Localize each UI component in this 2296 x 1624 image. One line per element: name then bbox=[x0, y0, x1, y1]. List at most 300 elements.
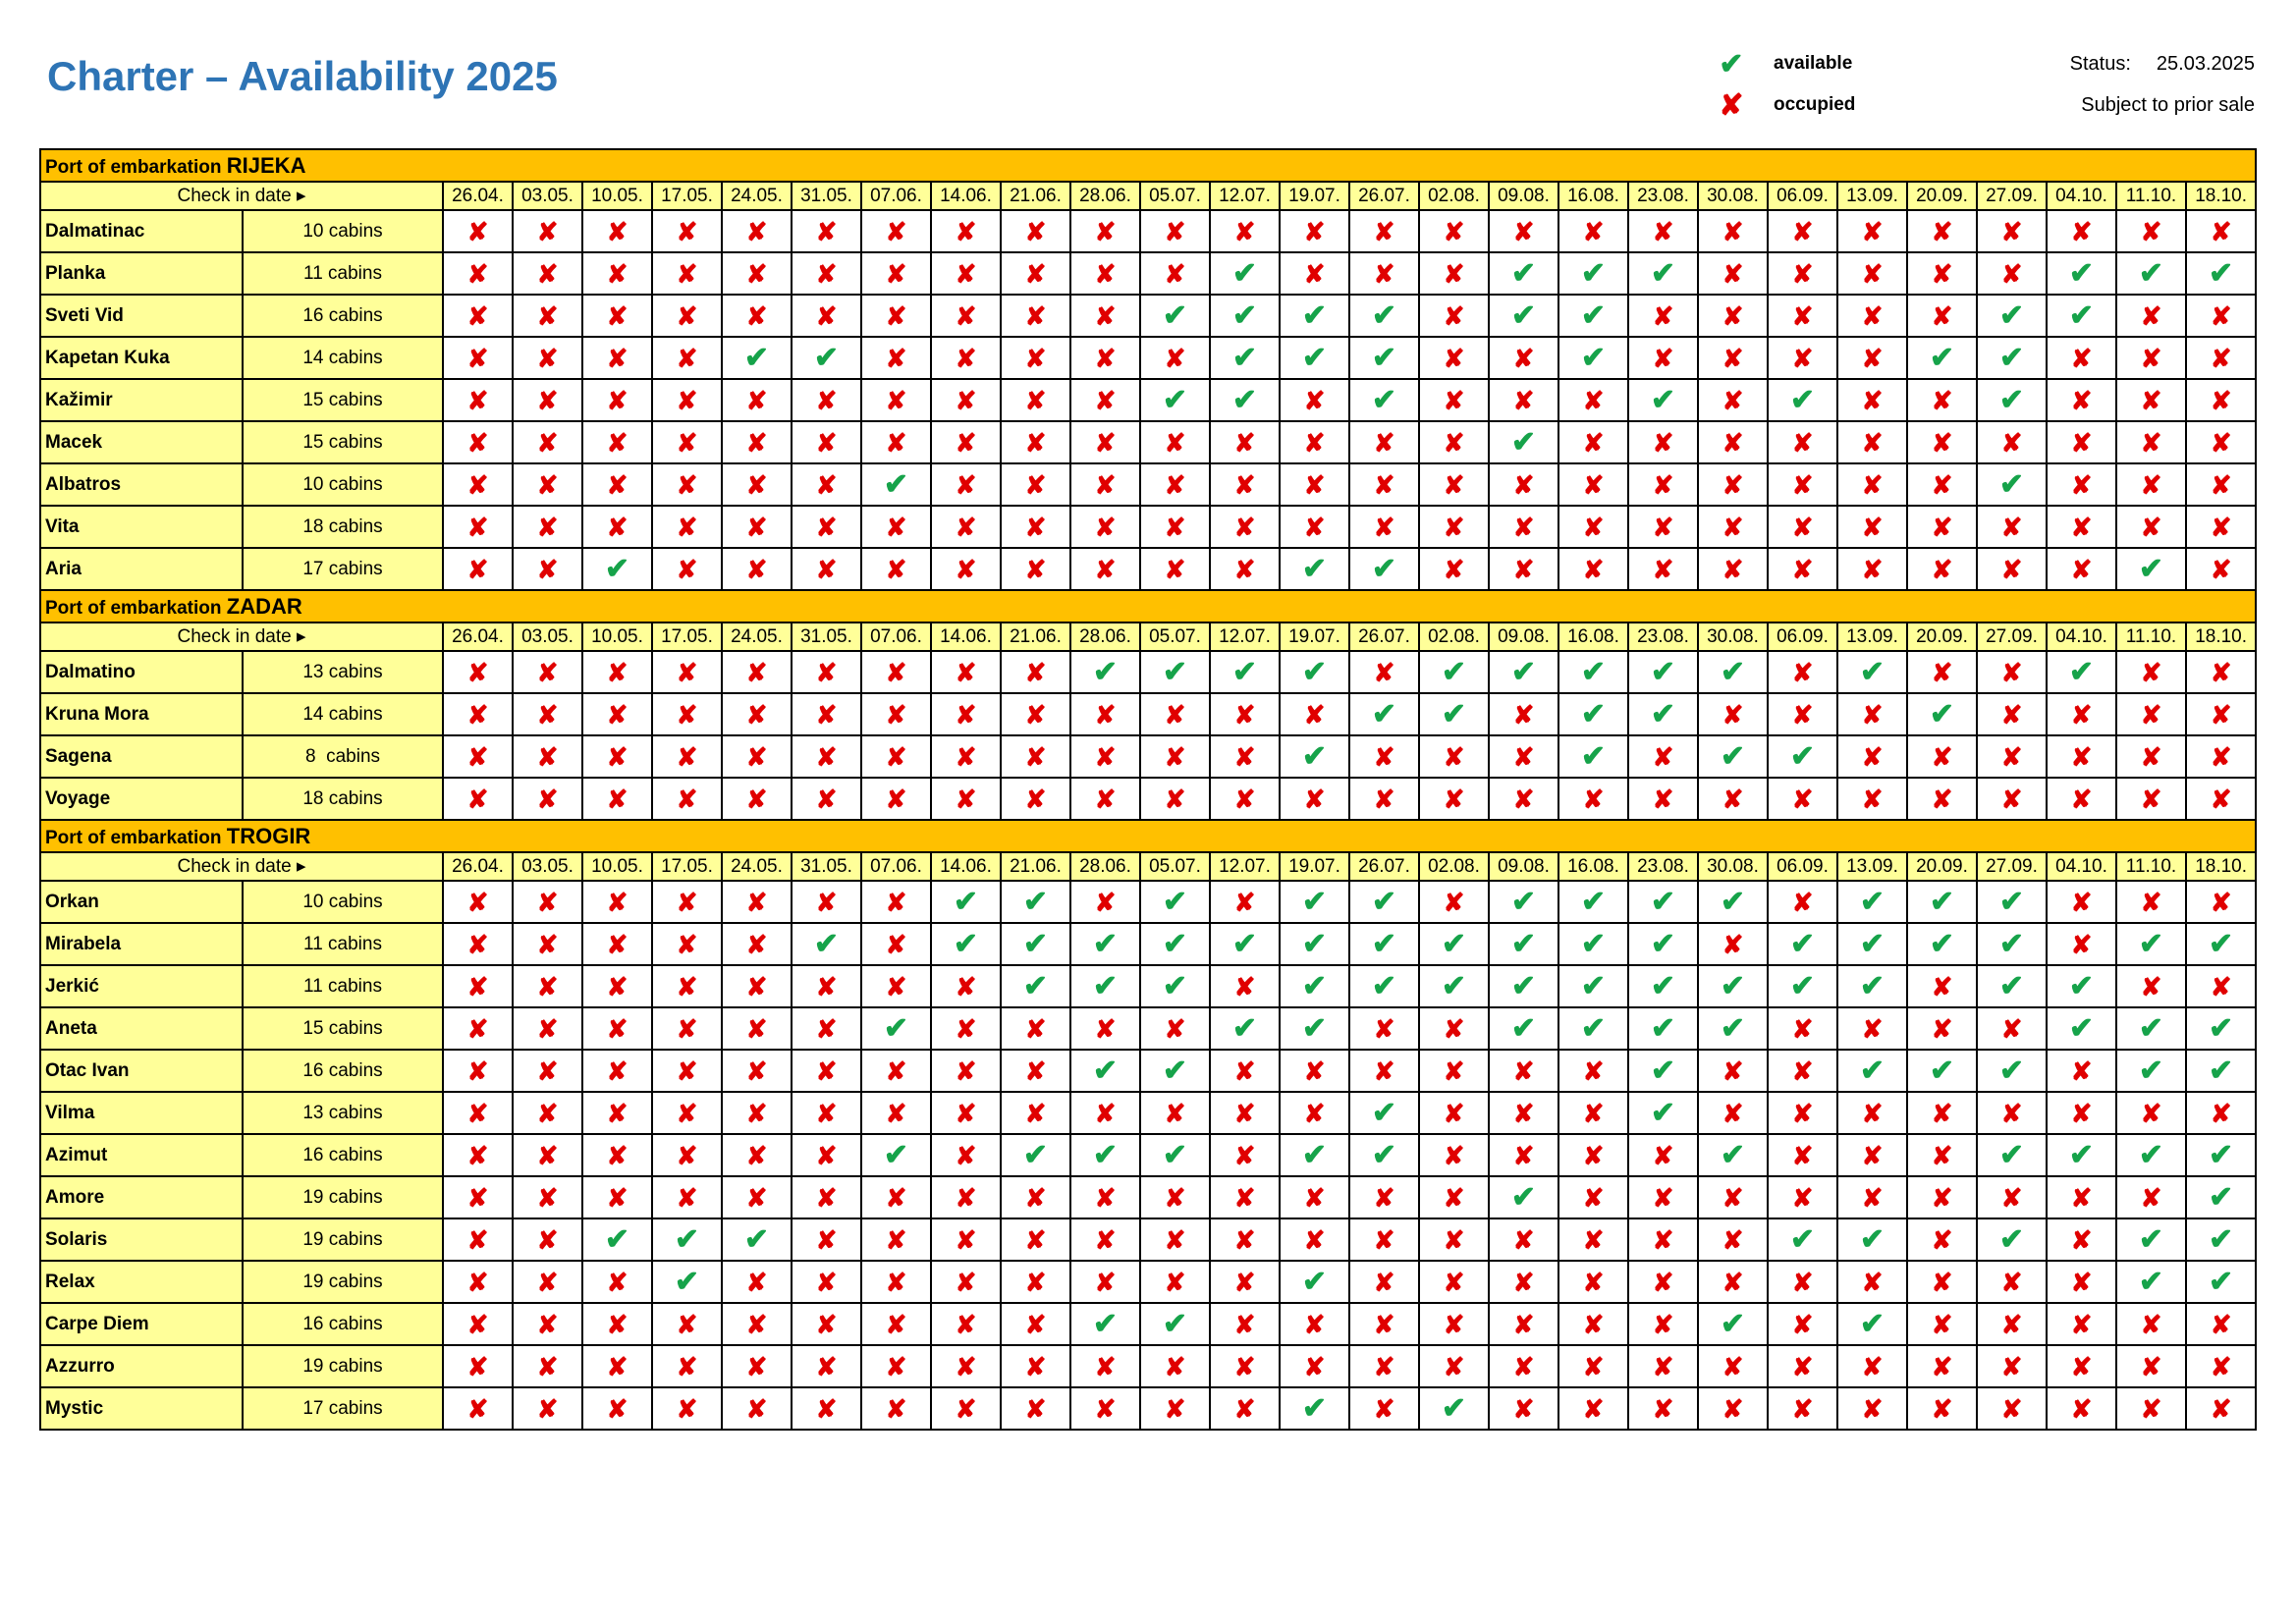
check-icon: ✔ bbox=[1489, 421, 1558, 463]
date-header: 24.05. bbox=[722, 182, 792, 210]
cross-icon: ✘ bbox=[722, 881, 792, 923]
cross-icon: ✘ bbox=[722, 1007, 792, 1050]
cross-icon: ✘ bbox=[1001, 337, 1070, 379]
yacht-cabins: 10 cabins bbox=[243, 881, 443, 923]
yacht-row bbox=[40, 506, 2256, 548]
check-icon: ✔ bbox=[792, 337, 861, 379]
port-prefix: Port of embarkation bbox=[45, 156, 222, 178]
cross-icon: ✘ bbox=[2186, 1345, 2256, 1387]
date-header: 26.04. bbox=[443, 852, 513, 881]
yacht-name: Azimut bbox=[40, 1134, 243, 1176]
cross-icon: ✘ bbox=[2186, 295, 2256, 337]
cross-icon: ✘ bbox=[1070, 463, 1140, 506]
cross-icon: ✘ bbox=[1349, 778, 1419, 820]
yacht-name: Relax bbox=[40, 1261, 243, 1303]
cross-icon: ✘ bbox=[1489, 778, 1558, 820]
check-icon: ✔ bbox=[1628, 651, 1698, 693]
cross-icon: ✘ bbox=[1837, 295, 1907, 337]
yacht-row bbox=[40, 693, 2256, 735]
cross-icon: ✘ bbox=[1768, 1092, 1837, 1134]
cross-icon: ✘ bbox=[2186, 778, 2256, 820]
cross-icon: ✘ bbox=[443, 1050, 513, 1092]
cross-icon: ✘ bbox=[1349, 1303, 1419, 1345]
check-icon: ✔ bbox=[1628, 965, 1698, 1007]
cross-icon: ✘ bbox=[2186, 1303, 2256, 1345]
check-icon: ✔ bbox=[2186, 1218, 2256, 1261]
check-icon: ✔ bbox=[2047, 252, 2116, 295]
cross-icon: ✘ bbox=[2047, 506, 2116, 548]
cross-icon: ✘ bbox=[443, 295, 513, 337]
date-header: 04.10. bbox=[2047, 852, 2116, 881]
cross-icon: ✘ bbox=[861, 1345, 931, 1387]
cross-icon: ✘ bbox=[1140, 548, 1210, 590]
cross-icon: ✘ bbox=[1419, 1218, 1489, 1261]
cross-icon: ✘ bbox=[2186, 548, 2256, 590]
cross-icon: ✘ bbox=[1419, 1007, 1489, 1050]
date-header: 13.09. bbox=[1837, 182, 1907, 210]
check-icon: ✔ bbox=[1489, 1007, 1558, 1050]
cross-icon: ✘ bbox=[861, 1261, 931, 1303]
date-header: 12.07. bbox=[1210, 182, 1280, 210]
yacht-cabins: 19 cabins bbox=[243, 1218, 443, 1261]
check-icon: ✔ bbox=[1280, 923, 1349, 965]
yacht-row bbox=[40, 548, 2256, 590]
cross-icon: ✘ bbox=[582, 735, 652, 778]
cross-icon: ✘ bbox=[1280, 379, 1349, 421]
yacht-cabins: 10 cabins bbox=[243, 210, 443, 252]
cross-icon: ✘ bbox=[2047, 1176, 2116, 1218]
cross-icon: ✘ bbox=[1628, 1387, 1698, 1430]
cross-icon: ✘ bbox=[513, 463, 582, 506]
check-in-label: Check in date ▸ bbox=[40, 182, 443, 210]
cross-icon: ✘ bbox=[2047, 778, 2116, 820]
cross-icon: ✘ bbox=[2047, 1218, 2116, 1261]
cross-icon: ✘ bbox=[513, 379, 582, 421]
check-icon: ✔ bbox=[861, 1007, 931, 1050]
check-icon: ✔ bbox=[1628, 379, 1698, 421]
cross-icon: ✘ bbox=[861, 1092, 931, 1134]
cross-icon: ✘ bbox=[1070, 778, 1140, 820]
cross-icon: ✘ bbox=[1907, 506, 1977, 548]
cross-icon: ✘ bbox=[1907, 1387, 1977, 1430]
cross-icon: ✘ bbox=[652, 1092, 722, 1134]
yacht-row bbox=[40, 463, 2256, 506]
date-header: 11.10. bbox=[2116, 852, 2186, 881]
cross-icon: ✘ bbox=[1280, 1303, 1349, 1345]
legend bbox=[1713, 43, 1889, 126]
date-header: 26.07. bbox=[1349, 182, 1419, 210]
cross-icon: ✘ bbox=[2186, 337, 2256, 379]
check-icon: ✔ bbox=[792, 923, 861, 965]
cross-icon: ✘ bbox=[1907, 1134, 1977, 1176]
cross-icon: ✘ bbox=[582, 210, 652, 252]
cross-icon: ✘ bbox=[652, 1134, 722, 1176]
yacht-cabins: 15 cabins bbox=[243, 379, 443, 421]
check-icon: ✔ bbox=[2186, 1176, 2256, 1218]
availability-table bbox=[39, 148, 2257, 1431]
cross-icon: ✘ bbox=[1210, 210, 1280, 252]
check-icon: ✔ bbox=[1140, 295, 1210, 337]
cross-icon: ✘ bbox=[1489, 506, 1558, 548]
date-header: 23.08. bbox=[1628, 182, 1698, 210]
cross-icon: ✘ bbox=[931, 778, 1001, 820]
yacht-row bbox=[40, 735, 2256, 778]
cross-icon: ✘ bbox=[1210, 965, 1280, 1007]
date-header: 10.05. bbox=[582, 852, 652, 881]
check-icon: ✔ bbox=[1349, 881, 1419, 923]
cross-icon: ✘ bbox=[1419, 548, 1489, 590]
cross-icon: ✘ bbox=[1280, 252, 1349, 295]
check-icon: ✔ bbox=[2047, 965, 2116, 1007]
cross-icon: ✘ bbox=[1907, 295, 1977, 337]
check-icon: ✔ bbox=[1280, 965, 1349, 1007]
cross-icon: ✘ bbox=[792, 1303, 861, 1345]
cross-icon: ✘ bbox=[1349, 210, 1419, 252]
cross-icon: ✘ bbox=[861, 337, 931, 379]
cross-icon: ✘ bbox=[1210, 1176, 1280, 1218]
cross-icon: ✘ bbox=[1489, 693, 1558, 735]
yacht-name: Kruna Mora bbox=[40, 693, 243, 735]
date-header: 31.05. bbox=[792, 182, 861, 210]
cross-icon: ✘ bbox=[2047, 463, 2116, 506]
cross-icon: ✘ bbox=[2116, 295, 2186, 337]
cross-icon: ✘ bbox=[1349, 1345, 1419, 1387]
check-icon: ✔ bbox=[931, 881, 1001, 923]
yacht-name: Kapetan Kuka bbox=[40, 337, 243, 379]
check-icon: ✔ bbox=[1837, 1050, 1907, 1092]
cross-icon: ✘ bbox=[652, 1176, 722, 1218]
date-header: 14.06. bbox=[931, 623, 1001, 651]
check-icon: ✔ bbox=[1140, 923, 1210, 965]
cross-icon: ✘ bbox=[1768, 1345, 1837, 1387]
cross-icon: ✘ bbox=[792, 463, 861, 506]
cross-icon: ✘ bbox=[1489, 463, 1558, 506]
check-icon: ✔ bbox=[1070, 923, 1140, 965]
cross-icon: ✘ bbox=[1907, 1007, 1977, 1050]
date-header: 18.10. bbox=[2186, 852, 2256, 881]
yacht-name: Solaris bbox=[40, 1218, 243, 1261]
port-header bbox=[40, 149, 2256, 182]
check-in-label: Check in date ▸ bbox=[40, 852, 443, 881]
date-header: 20.09. bbox=[1907, 852, 1977, 881]
check-icon: ✔ bbox=[1001, 965, 1070, 1007]
cross-icon: ✘ bbox=[792, 1092, 861, 1134]
check-icon: ✔ bbox=[1698, 965, 1768, 1007]
cross-icon: ✘ bbox=[931, 506, 1001, 548]
cross-icon: ✘ bbox=[513, 778, 582, 820]
cross-icon: ✘ bbox=[1698, 295, 1768, 337]
cross-icon: ✘ bbox=[582, 1134, 652, 1176]
cross-icon: ✘ bbox=[1558, 379, 1628, 421]
cross-icon: ✘ bbox=[1768, 295, 1837, 337]
cross-icon: ✘ bbox=[2116, 506, 2186, 548]
check-icon: ✔ bbox=[1349, 1134, 1419, 1176]
cross-icon: ✘ bbox=[1977, 1387, 2047, 1430]
cross-icon: ✘ bbox=[792, 1218, 861, 1261]
cross-icon: ✘ bbox=[1768, 693, 1837, 735]
date-header: 03.05. bbox=[513, 852, 582, 881]
cross-icon: ✘ bbox=[513, 881, 582, 923]
cross-icon: ✘ bbox=[1558, 1218, 1628, 1261]
cross-icon: ✘ bbox=[1419, 778, 1489, 820]
check-icon: ✔ bbox=[2047, 1007, 2116, 1050]
date-header: 02.08. bbox=[1419, 623, 1489, 651]
cross-icon: ✘ bbox=[1001, 1387, 1070, 1430]
cross-icon: ✘ bbox=[443, 778, 513, 820]
cross-icon: ✘ bbox=[443, 421, 513, 463]
yacht-name: Aria bbox=[40, 548, 243, 590]
cross-icon: ✘ bbox=[1489, 1345, 1558, 1387]
cross-icon: ✘ bbox=[1698, 337, 1768, 379]
cross-icon: ✘ bbox=[931, 1261, 1001, 1303]
cross-icon: ✘ bbox=[2116, 778, 2186, 820]
cross-icon: ✘ bbox=[1977, 693, 2047, 735]
cross-icon: ✘ bbox=[1419, 295, 1489, 337]
yacht-cabins: 17 cabins bbox=[243, 1387, 443, 1430]
check-icon: ✔ bbox=[1977, 923, 2047, 965]
cross-icon: ✘ bbox=[931, 735, 1001, 778]
cross-icon: ✘ bbox=[861, 295, 931, 337]
check-icon: ✔ bbox=[1419, 965, 1489, 1007]
cross-icon: ✘ bbox=[1280, 1176, 1349, 1218]
cross-icon: ✘ bbox=[1768, 210, 1837, 252]
check-icon: ✔ bbox=[1489, 923, 1558, 965]
cross-icon: ✘ bbox=[931, 693, 1001, 735]
date-header: 18.10. bbox=[2186, 182, 2256, 210]
cross-icon: ✘ bbox=[1070, 1092, 1140, 1134]
cross-icon: ✘ bbox=[1489, 1387, 1558, 1430]
cross-icon: ✘ bbox=[1628, 1176, 1698, 1218]
cross-icon: ✘ bbox=[513, 421, 582, 463]
yacht-row bbox=[40, 651, 2256, 693]
yacht-cabins: 15 cabins bbox=[243, 421, 443, 463]
cross-icon: ✘ bbox=[722, 778, 792, 820]
cross-icon: ✘ bbox=[652, 548, 722, 590]
cross-icon: ✘ bbox=[861, 548, 931, 590]
cross-icon: ✘ bbox=[652, 1007, 722, 1050]
cross-icon: ✘ bbox=[1907, 965, 1977, 1007]
cross-icon: ✘ bbox=[582, 252, 652, 295]
cross-icon: ✘ bbox=[722, 965, 792, 1007]
cross-icon: ✘ bbox=[1001, 651, 1070, 693]
yacht-row bbox=[40, 421, 2256, 463]
cross-icon: ✘ bbox=[1001, 1050, 1070, 1092]
cross-icon: ✘ bbox=[1001, 1092, 1070, 1134]
check-icon: ✔ bbox=[1280, 735, 1349, 778]
date-header-row bbox=[40, 852, 2256, 881]
cross-icon: ✘ bbox=[1698, 210, 1768, 252]
cross-icon: ✘ bbox=[861, 735, 931, 778]
check-icon: ✔ bbox=[582, 1218, 652, 1261]
check-icon: ✔ bbox=[1001, 1134, 1070, 1176]
date-header: 23.08. bbox=[1628, 623, 1698, 651]
check-icon: ✔ bbox=[1070, 1134, 1140, 1176]
cross-icon: ✘ bbox=[1280, 421, 1349, 463]
port-prefix: Port of embarkation bbox=[45, 827, 222, 848]
cross-icon: ✘ bbox=[1349, 1050, 1419, 1092]
cross-icon: ✘ bbox=[792, 506, 861, 548]
date-header: 26.07. bbox=[1349, 623, 1419, 651]
cross-icon: ✘ bbox=[1628, 1261, 1698, 1303]
check-icon: ✔ bbox=[1977, 379, 2047, 421]
cross-icon: ✘ bbox=[513, 1050, 582, 1092]
check-icon: ✔ bbox=[2047, 651, 2116, 693]
yacht-row bbox=[40, 252, 2256, 295]
cross-icon: ✘ bbox=[1001, 548, 1070, 590]
cross-icon: ✘ bbox=[1489, 379, 1558, 421]
cross-icon: ✘ bbox=[513, 1134, 582, 1176]
cross-icon: ✘ bbox=[652, 463, 722, 506]
cross-icon: ✘ bbox=[1837, 1261, 1907, 1303]
cross-icon: ✘ bbox=[1977, 1345, 2047, 1387]
date-header: 10.05. bbox=[582, 182, 652, 210]
date-header: 28.06. bbox=[1070, 623, 1140, 651]
cross-icon: ✘ bbox=[1837, 693, 1907, 735]
cross-icon: ✘ bbox=[722, 1345, 792, 1387]
cross-icon: ✘ bbox=[2116, 1387, 2186, 1430]
port-header bbox=[40, 590, 2256, 623]
cross-icon: ✘ bbox=[1070, 1261, 1140, 1303]
check-icon: ✔ bbox=[1977, 463, 2047, 506]
port-header bbox=[40, 820, 2256, 852]
cross-icon: ✘ bbox=[1349, 506, 1419, 548]
cross-icon: ✘ bbox=[722, 463, 792, 506]
cross-icon: ✘ bbox=[1489, 1218, 1558, 1261]
check-icon: ✔ bbox=[1558, 693, 1628, 735]
cross-icon: ✘ bbox=[1768, 463, 1837, 506]
date-header: 24.05. bbox=[722, 623, 792, 651]
cross-icon: ✘ bbox=[1837, 421, 1907, 463]
date-header: 05.07. bbox=[1140, 623, 1210, 651]
cross-icon: ✘ bbox=[722, 506, 792, 548]
check-icon: ✔ bbox=[1280, 1007, 1349, 1050]
cross-icon: ✘ bbox=[1698, 548, 1768, 590]
check-icon: ✔ bbox=[1628, 252, 1698, 295]
cross-icon: ✘ bbox=[1489, 210, 1558, 252]
date-header: 12.07. bbox=[1210, 852, 1280, 881]
cross-icon: ✘ bbox=[1210, 1387, 1280, 1430]
check-icon: ✔ bbox=[1489, 651, 1558, 693]
yacht-row bbox=[40, 1345, 2256, 1387]
cross-icon: ✘ bbox=[1419, 379, 1489, 421]
cross-icon: ✘ bbox=[1977, 548, 2047, 590]
cross-icon: ✘ bbox=[1001, 295, 1070, 337]
cross-icon: ✘ bbox=[931, 651, 1001, 693]
date-header: 09.08. bbox=[1489, 182, 1558, 210]
check-icon: ✔ bbox=[1837, 1218, 1907, 1261]
check-icon: ✔ bbox=[1280, 651, 1349, 693]
cross-icon: ✘ bbox=[1419, 1176, 1489, 1218]
cross-icon: ✘ bbox=[1628, 1218, 1698, 1261]
cross-icon: ✘ bbox=[1907, 379, 1977, 421]
cross-icon: ✘ bbox=[1977, 1303, 2047, 1345]
check-icon: ✔ bbox=[652, 1261, 722, 1303]
yacht-row bbox=[40, 295, 2256, 337]
check-icon: ✔ bbox=[1698, 651, 1768, 693]
cross-icon: ✘ bbox=[1907, 1345, 1977, 1387]
cross-icon: ✘ bbox=[582, 923, 652, 965]
yacht-name: Dalmatinac bbox=[40, 210, 243, 252]
cross-icon: ✘ bbox=[1349, 252, 1419, 295]
check-icon: ✔ bbox=[861, 463, 931, 506]
cross-icon: ✘ bbox=[1837, 337, 1907, 379]
cross-icon: ✘ bbox=[1837, 210, 1907, 252]
cross-icon: ✘ bbox=[2186, 463, 2256, 506]
date-header: 21.06. bbox=[1001, 852, 1070, 881]
cross-icon: ✘ bbox=[792, 651, 861, 693]
yacht-name: Mystic bbox=[40, 1387, 243, 1430]
cross-icon: ✘ bbox=[443, 965, 513, 1007]
cross-icon: ✘ bbox=[652, 295, 722, 337]
yacht-name: Sagena bbox=[40, 735, 243, 778]
cross-icon: ✘ bbox=[1719, 88, 1744, 122]
cross-icon: ✘ bbox=[792, 1387, 861, 1430]
yacht-row bbox=[40, 1092, 2256, 1134]
cross-icon: ✘ bbox=[1001, 693, 1070, 735]
cross-icon: ✘ bbox=[1349, 735, 1419, 778]
cross-icon: ✘ bbox=[2047, 1050, 2116, 1092]
cross-icon: ✘ bbox=[1837, 463, 1907, 506]
cross-icon: ✘ bbox=[931, 1218, 1001, 1261]
cross-icon: ✘ bbox=[1001, 1218, 1070, 1261]
cross-icon: ✘ bbox=[792, 295, 861, 337]
cross-icon: ✘ bbox=[1768, 1050, 1837, 1092]
cross-icon: ✘ bbox=[1558, 506, 1628, 548]
cross-icon: ✘ bbox=[513, 1176, 582, 1218]
check-icon: ✔ bbox=[1907, 1050, 1977, 1092]
cross-icon: ✘ bbox=[443, 881, 513, 923]
check-icon: ✔ bbox=[1489, 965, 1558, 1007]
cross-icon: ✘ bbox=[1558, 1176, 1628, 1218]
date-header: 06.09. bbox=[1768, 623, 1837, 651]
cross-icon: ✘ bbox=[1837, 1134, 1907, 1176]
date-header: 26.04. bbox=[443, 623, 513, 651]
cross-icon: ✘ bbox=[582, 295, 652, 337]
cross-icon: ✘ bbox=[1837, 735, 1907, 778]
cross-icon: ✘ bbox=[582, 463, 652, 506]
yacht-cabins: 10 cabins bbox=[243, 463, 443, 506]
cross-icon: ✘ bbox=[1419, 881, 1489, 923]
cross-icon: ✘ bbox=[1558, 1050, 1628, 1092]
cross-icon: ✘ bbox=[1001, 1345, 1070, 1387]
check-icon: ✔ bbox=[1070, 965, 1140, 1007]
check-icon: ✔ bbox=[1628, 1050, 1698, 1092]
check-icon: ✔ bbox=[1419, 651, 1489, 693]
cross-icon: ✘ bbox=[1698, 778, 1768, 820]
date-header: 17.05. bbox=[652, 623, 722, 651]
cross-icon: ✘ bbox=[1070, 421, 1140, 463]
cross-icon: ✘ bbox=[792, 1050, 861, 1092]
cross-icon: ✘ bbox=[513, 210, 582, 252]
cross-icon: ✘ bbox=[1698, 1387, 1768, 1430]
check-icon: ✔ bbox=[1977, 965, 2047, 1007]
cross-icon: ✘ bbox=[1070, 337, 1140, 379]
yacht-cabins: 13 cabins bbox=[243, 651, 443, 693]
yacht-name: Jerkić bbox=[40, 965, 243, 1007]
cross-icon: ✘ bbox=[1419, 1261, 1489, 1303]
check-icon: ✔ bbox=[1977, 295, 2047, 337]
date-header: 07.06. bbox=[861, 852, 931, 881]
cross-icon: ✘ bbox=[1768, 1303, 1837, 1345]
cross-icon: ✘ bbox=[2186, 210, 2256, 252]
cross-icon: ✘ bbox=[443, 1218, 513, 1261]
cross-icon: ✘ bbox=[443, 923, 513, 965]
cross-icon: ✘ bbox=[513, 1345, 582, 1387]
cross-icon: ✘ bbox=[1419, 337, 1489, 379]
date-header: 19.07. bbox=[1280, 852, 1349, 881]
cross-icon: ✘ bbox=[1837, 1092, 1907, 1134]
cross-icon: ✘ bbox=[722, 421, 792, 463]
